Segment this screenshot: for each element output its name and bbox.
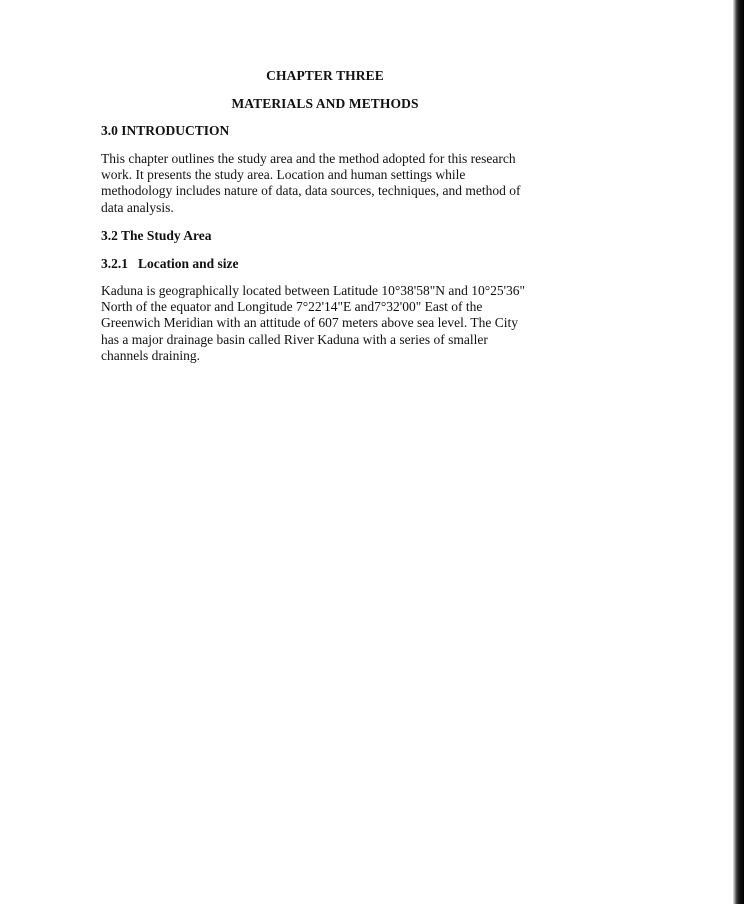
page-edge-shadow [733,0,744,904]
paragraph-line: This chapter outlines the study area and the method adopted for this research [101,151,516,166]
paragraph-line: work. It presents the study area. Location and human settings while [101,167,466,183]
paragraph-line: has a major drainage basin called River Kaduna with a series of smaller [101,331,488,347]
paragraph-line: channels draining. [101,347,200,363]
section-heading-introduction: 3.0 INTRODUCTION [101,123,230,138]
paragraph-line: Greenwich Meridian with an attitude of 607 meters above sea level. The City [101,315,518,331]
paragraph-line: North of the equator and Longitude 7°22'14"E and7°32'00" East of the [101,299,483,315]
subsection-heading-location [101,256,239,272]
location-paragraph [101,283,551,364]
paragraph-line: methodology includes nature of data, data sources, techniques, and method of [101,183,521,199]
subsection-number: 3.2.1 [101,256,128,271]
paragraph-line: Kaduna is geographically located between Latitude 10°38'58"N and 10°25'36" [101,283,526,298]
paragraph-line: data analysis. [101,199,174,215]
introduction-paragraph [101,151,551,216]
chapter-subtitle: MATERIALS AND METHODS [231,96,419,111]
subsection-title: Location and size [138,256,239,271]
chapter-title: CHAPTER THREE [266,68,384,83]
section-heading-study-area: 3.2 The Study Area [101,228,212,243]
